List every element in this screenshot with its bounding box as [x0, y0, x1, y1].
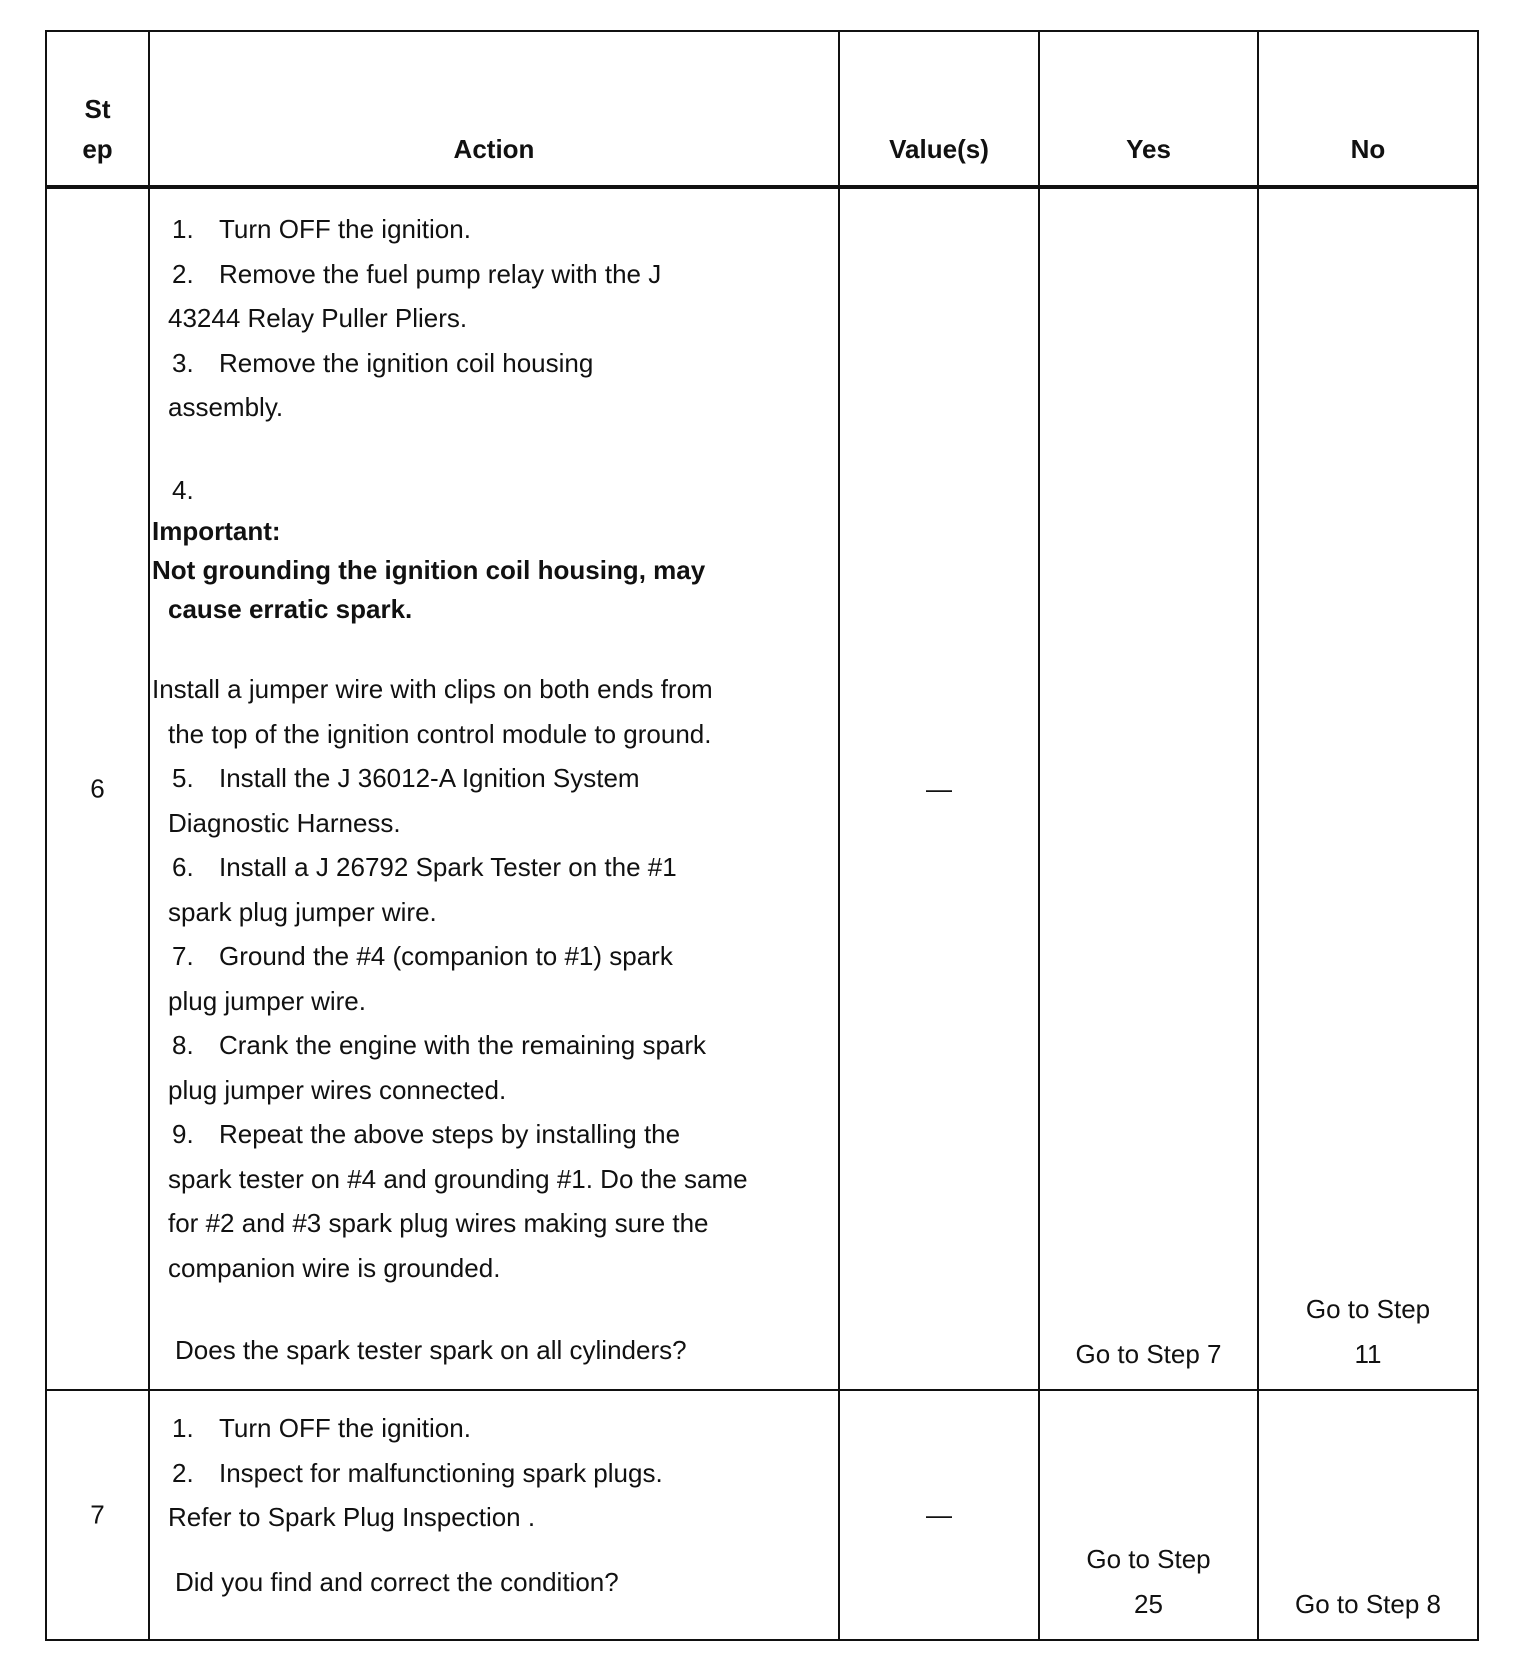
- no-result-cont: 11: [1354, 1339, 1382, 1369]
- yes-result-cont: 25: [1134, 1589, 1163, 1619]
- table-header-row: [46, 31, 1478, 187]
- action-item: 5. Install the J 36012-A Ignition System: [172, 763, 640, 793]
- action-item: 9. Repeat the above steps by installing the: [172, 1119, 681, 1149]
- header-action: Action: [149, 31, 839, 187]
- action-item-cont: Diagnostic Harness.: [168, 807, 401, 838]
- action-item: 6. Install a J 26792 Spark Tester on the #1: [172, 852, 677, 882]
- install-instruction-cont: the top of the ignition control module to ground.: [168, 718, 712, 749]
- yes-cell: [1039, 1390, 1258, 1640]
- header-values: Value(s): [839, 31, 1039, 187]
- action-item-cont: 43244 Relay Puller Pliers.: [168, 303, 468, 333]
- step-number: 6: [90, 773, 105, 804]
- action-item: 4.: [172, 474, 194, 505]
- question: Did you find and correct the condition?: [175, 1566, 619, 1597]
- important-note: Not grounding the ignition coil housing, may: [152, 555, 706, 585]
- step-cell: [46, 187, 149, 1390]
- diagnostic-table: [45, 30, 1479, 1641]
- action-item-cont: for #2 and #3 spark plug wires making sure the: [168, 1208, 709, 1238]
- yes-result: Go to Step: [1086, 1544, 1211, 1574]
- action-item: 1. Turn OFF the ignition.: [172, 214, 471, 244]
- important-label: Important:: [152, 516, 281, 546]
- value-dash: —: [926, 773, 952, 804]
- no-cell: [1258, 187, 1478, 1390]
- action-cell: [149, 1390, 839, 1640]
- action-item-cont: plug jumper wires connected.: [168, 1074, 507, 1105]
- no-result: Go to Step: [1305, 1294, 1431, 1324]
- table-row-step-7: [46, 1390, 1478, 1640]
- action-item-cont: plug jumper wire.: [168, 985, 366, 1016]
- step-cell: [46, 1390, 149, 1640]
- action-item-cont: assembly.: [168, 392, 284, 422]
- refer-text: Refer to Spark Plug Inspection .: [168, 1502, 536, 1532]
- action-item-cont: spark plug jumper wire.: [168, 896, 437, 927]
- header-yes: Yes: [1039, 31, 1258, 187]
- action-item: 2. Inspect for malfunctioning spark plugs.: [172, 1457, 663, 1488]
- yes-cell: [1039, 187, 1258, 1390]
- value-dash: —: [926, 1499, 952, 1530]
- action-item: 3. Remove the ignition coil housing: [172, 347, 594, 378]
- header-step: St ep: [46, 31, 149, 187]
- action-item: 8. Crank the engine with the remaining spark: [172, 1030, 707, 1060]
- header-no: No: [1258, 31, 1478, 187]
- install-instruction: Install a jumper wire with clips on both ends from: [152, 674, 713, 704]
- table-row-step-6: [46, 187, 1478, 1390]
- value-cell: [839, 1390, 1039, 1640]
- action-item: 1. Turn OFF the ignition.: [172, 1413, 471, 1443]
- action-item-cont: spark tester on #4 and grounding #1. Do the same: [168, 1163, 748, 1194]
- no-result: Go to Step 8: [1295, 1589, 1441, 1619]
- important-note-cont: cause erratic spark.: [168, 594, 413, 624]
- action-item: 7. Ground the #4 (companion to #1) spark: [172, 941, 673, 971]
- action-cell: [149, 187, 839, 1390]
- no-cell: [1258, 1390, 1478, 1640]
- action-item: 2. Remove the fuel pump relay with the J: [172, 258, 662, 289]
- value-cell: [839, 187, 1039, 1390]
- action-item-cont: companion wire is grounded.: [168, 1252, 501, 1283]
- question: Does the spark tester spark on all cylinders?: [175, 1335, 687, 1365]
- step-number: 7: [90, 1499, 105, 1530]
- yes-result: Go to Step 7: [1075, 1339, 1222, 1369]
